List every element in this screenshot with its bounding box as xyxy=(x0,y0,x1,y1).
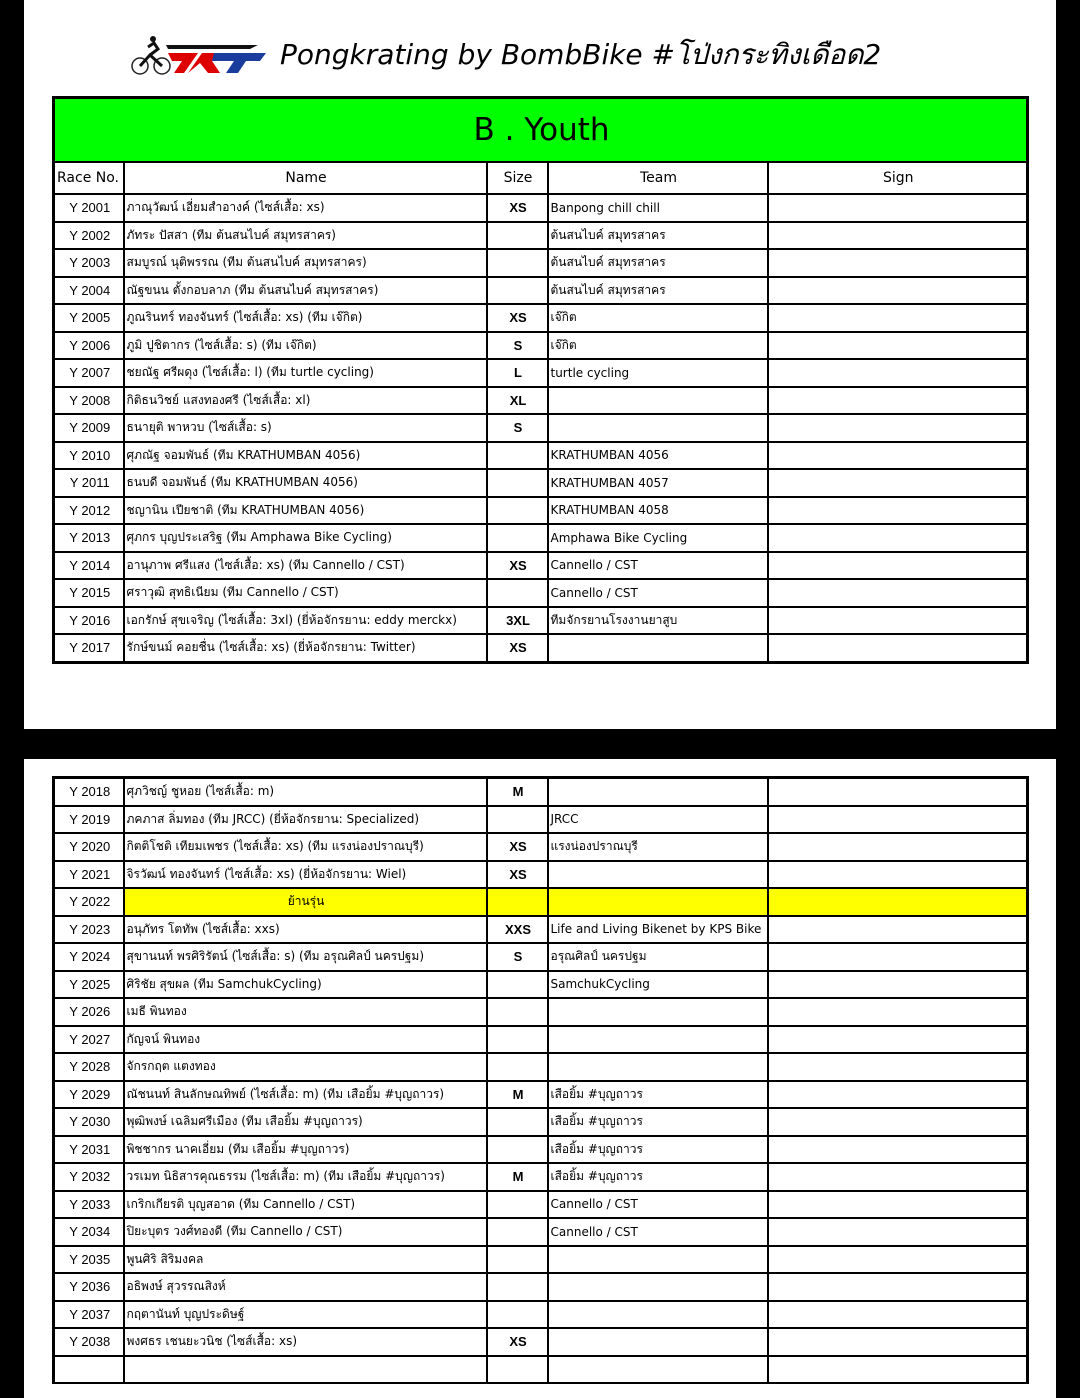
table-row xyxy=(54,1218,1028,1246)
size-cell: 3XL xyxy=(487,607,548,635)
sign-cell[interactable] xyxy=(768,1328,1028,1356)
team-cell: Banpong chill chill xyxy=(548,194,768,222)
name-cell: ปิยะบุตร วงศ์ทองดี (ทีม Cannello / CST) xyxy=(124,1218,487,1246)
team-cell: เสือยิ้ม #บุญถาวร xyxy=(548,1108,768,1136)
name-cell: ภูณรินทร์ ทองจันทร์ (ไซส์เสื้อ: xs) (ทีม เจ๊กิต) xyxy=(124,304,487,332)
name-cell: ศุภณัฐ จอมพันธ์ (ทีม KRATHUMBAN 4056) xyxy=(124,442,487,470)
team-cell: JRCC xyxy=(548,806,768,834)
sign-cell[interactable] xyxy=(768,971,1028,999)
race-no-cell: Y 2035 xyxy=(54,1246,124,1274)
race-no-cell: Y 2023 xyxy=(54,916,124,944)
name-cell: ศุภวิชญ์ ชูหอย (ไซส์เสื้อ: m) xyxy=(124,778,487,806)
name-cell: ย้านรุ่น xyxy=(124,888,487,916)
name-cell: อธิพงษ์ สุวรรณสิงห์ xyxy=(124,1273,487,1301)
table-row xyxy=(54,359,1028,387)
team-cell xyxy=(548,1053,768,1081)
team-cell xyxy=(548,414,768,442)
table-row xyxy=(54,497,1028,525)
sign-cell[interactable] xyxy=(768,277,1028,305)
name-cell: วรเมท นิธิสารคุณธรรม (ไซส์เสื้อ: m) (ทีม เสือยิ้ม #บุญถาวร) xyxy=(124,1163,487,1191)
sheet-header xyxy=(128,30,881,80)
size-cell xyxy=(487,524,548,552)
size-cell xyxy=(487,1191,548,1219)
table-row xyxy=(54,1246,1028,1274)
size-cell xyxy=(487,1053,548,1081)
event-title: Pongkrating by BombBike #โป่งกระทิงเดือด2 xyxy=(280,38,882,71)
team-cell: Cannello / CST xyxy=(548,1218,768,1246)
size-cell xyxy=(487,971,548,999)
table-row xyxy=(54,943,1028,971)
size-cell: S xyxy=(487,943,548,971)
col-size: Size xyxy=(487,162,548,194)
sign-cell[interactable] xyxy=(768,442,1028,470)
size-cell xyxy=(487,1273,548,1301)
sign-cell[interactable] xyxy=(768,387,1028,415)
team-cell: ต้นสนไบค์ สมุทรสาคร xyxy=(548,249,768,277)
size-cell xyxy=(487,888,548,916)
registration-table-continued xyxy=(52,776,1029,1384)
table-row xyxy=(54,888,1028,916)
table-row xyxy=(54,304,1028,332)
sign-cell[interactable] xyxy=(768,916,1028,944)
sign-cell[interactable] xyxy=(768,1108,1028,1136)
size-cell xyxy=(487,1246,548,1274)
team-cell: ต้นสนไบค์ สมุทรสาคร xyxy=(548,277,768,305)
sign-cell[interactable] xyxy=(768,222,1028,250)
race-no-cell: Y 2018 xyxy=(54,778,124,806)
name-cell: กิติธนวิชย์ แสงทองศรี (ไซส์เสื้อ: xl) xyxy=(124,387,487,415)
sign-cell[interactable] xyxy=(768,1191,1028,1219)
name-cell: พงศธร เชนยะวนิช (ไซส์เสื้อ: xs) xyxy=(124,1328,487,1356)
size-cell xyxy=(487,1218,548,1246)
col-name: Name xyxy=(124,162,487,194)
size-cell: XS xyxy=(487,634,548,662)
name-cell: ศิริชัย สุขผล (ทีม SamchukCycling) xyxy=(124,971,487,999)
race-no-cell: Y 2008 xyxy=(54,387,124,415)
name-cell: ศุภกร บุญประเสริฐ (ทีม Amphawa Bike Cycling) xyxy=(124,524,487,552)
race-no-cell: Y 2005 xyxy=(54,304,124,332)
team-cell: เสือยิ้ม #บุญถาวร xyxy=(548,1163,768,1191)
race-no-cell: Y 2002 xyxy=(54,222,124,250)
name-cell: สุขานนท์ พรศิริรัตน์ (ไซส์เสื้อ: s) (ทีม อรุณศิลป์ นครปฐม) xyxy=(124,943,487,971)
name-cell: พูนศิริ สิริมงคล xyxy=(124,1246,487,1274)
size-cell: M xyxy=(487,1163,548,1191)
team-cell: ต้นสนไบค์ สมุทรสาคร xyxy=(548,222,768,250)
table-row xyxy=(54,469,1028,497)
race-no-cell: Y 2016 xyxy=(54,607,124,635)
race-no-cell: Y 2001 xyxy=(54,194,124,222)
table-row-partial xyxy=(54,1356,1028,1384)
name-cell: อนุภัทร โตทัพ (ไซส์เสื้อ: xxs) xyxy=(124,916,487,944)
empty-cell xyxy=(548,1356,768,1384)
race-no-cell: Y 2020 xyxy=(54,833,124,861)
table-row xyxy=(54,1191,1028,1219)
empty-cell xyxy=(768,1356,1028,1384)
team-cell: เจ๊กิต xyxy=(548,304,768,332)
name-cell: ธนายุติ พาหวบ (ไซส์เสื้อ: s) xyxy=(124,414,487,442)
col-sign: Sign xyxy=(768,162,1028,194)
race-no-cell: Y 2013 xyxy=(54,524,124,552)
team-cell: ทีมจักรยานโรงงานยาสูบ xyxy=(548,607,768,635)
col-race-no: Race No. xyxy=(54,162,124,194)
table-row xyxy=(54,1081,1028,1109)
race-no-cell: Y 2033 xyxy=(54,1191,124,1219)
table-row xyxy=(54,607,1028,635)
table-row xyxy=(54,971,1028,999)
name-cell: อานุภาพ ศรีแสง (ไซส์เสื้อ: xs) (ทีม Cannello / CST) xyxy=(124,552,487,580)
size-cell xyxy=(487,249,548,277)
table-row xyxy=(54,414,1028,442)
team-cell: Cannello / CST xyxy=(548,579,768,607)
team-cell xyxy=(548,387,768,415)
sign-cell[interactable] xyxy=(768,1163,1028,1191)
race-no-cell: Y 2017 xyxy=(54,634,124,662)
race-no-cell: Y 2022 xyxy=(54,888,124,916)
table-row xyxy=(54,1108,1028,1136)
size-cell: XS xyxy=(487,552,548,580)
empty-cell xyxy=(487,1356,548,1384)
sheet-page-1 xyxy=(24,0,1056,729)
size-cell xyxy=(487,469,548,497)
size-cell xyxy=(487,806,548,834)
race-no-cell: Y 2004 xyxy=(54,277,124,305)
size-cell: XS xyxy=(487,1328,548,1356)
sheet-page-2 xyxy=(24,759,1056,1398)
table-row xyxy=(54,634,1028,662)
sign-cell[interactable] xyxy=(768,552,1028,580)
sign-cell[interactable] xyxy=(768,1081,1028,1109)
sign-cell[interactable] xyxy=(768,998,1028,1026)
name-cell: กิตติโชติ เทียมเพชร (ไซส์เสื้อ: xs) (ทีม แรงน่องปราณบุรี) xyxy=(124,833,487,861)
name-cell: ชญานิน เปียชาติ (ทีม KRATHUMBAN 4056) xyxy=(124,497,487,525)
team-cell: KRATHUMBAN 4058 xyxy=(548,497,768,525)
name-cell: ศราวุฒิ สุทธิเนียม (ทีม Cannello / CST) xyxy=(124,579,487,607)
category-banner: B . Youth xyxy=(54,98,1028,163)
race-no-cell: Y 2030 xyxy=(54,1108,124,1136)
col-team: Team xyxy=(548,162,768,194)
table-row xyxy=(54,524,1028,552)
table-row xyxy=(54,249,1028,277)
team-cell: KRATHUMBAN 4056 xyxy=(548,442,768,470)
size-cell: XL xyxy=(487,387,548,415)
race-no-cell: Y 2014 xyxy=(54,552,124,580)
sign-cell[interactable] xyxy=(768,332,1028,360)
sign-cell[interactable] xyxy=(768,943,1028,971)
sign-cell[interactable] xyxy=(768,888,1028,916)
name-cell: รักษ์ขนม์ คอยชื่น (ไซส์เสื้อ: xs) (ยี่ห้อจักรยาน: Twitter) xyxy=(124,634,487,662)
size-cell xyxy=(487,1108,548,1136)
team-cell: แรงน่องปราณบุรี xyxy=(548,833,768,861)
empty-cell xyxy=(124,1356,487,1384)
race-no-cell: Y 2010 xyxy=(54,442,124,470)
name-cell: พิชชากร นาคเอี่ยม (ทีม เสือยิ้ม #บุญถาวร) xyxy=(124,1136,487,1164)
sign-cell[interactable] xyxy=(768,579,1028,607)
sign-cell[interactable] xyxy=(768,304,1028,332)
team-cell: เจ๊กิต xyxy=(548,332,768,360)
sign-cell[interactable] xyxy=(768,806,1028,834)
size-cell: M xyxy=(487,1081,548,1109)
team-cell: Cannello / CST xyxy=(548,552,768,580)
team-cell xyxy=(548,1273,768,1301)
size-cell xyxy=(487,998,548,1026)
table-row xyxy=(54,579,1028,607)
name-cell: เมธี พินทอง xyxy=(124,998,487,1026)
team-cell xyxy=(548,1026,768,1054)
race-no-cell: Y 2003 xyxy=(54,249,124,277)
size-cell xyxy=(487,1136,548,1164)
name-cell: ภูมิ ปูชิตากร (ไซส์เสื้อ: s) (ทีม เจ๊กิต) xyxy=(124,332,487,360)
race-no-cell: Y 2012 xyxy=(54,497,124,525)
race-no-cell: Y 2031 xyxy=(54,1136,124,1164)
team-cell xyxy=(548,1301,768,1329)
name-cell: กฤตานันท์ บุญประดิษฐ์ xyxy=(124,1301,487,1329)
size-cell: S xyxy=(487,414,548,442)
table-row xyxy=(54,998,1028,1026)
sign-cell[interactable] xyxy=(768,249,1028,277)
table-row xyxy=(54,778,1028,806)
team-cell: Amphawa Bike Cycling xyxy=(548,524,768,552)
size-cell: XS xyxy=(487,194,548,222)
team-cell xyxy=(548,634,768,662)
sign-cell[interactable] xyxy=(768,634,1028,662)
size-cell xyxy=(487,222,548,250)
sign-cell[interactable] xyxy=(768,497,1028,525)
name-cell: ภคภาส ลิ่มทอง (ทีม JRCC) (ยี่ห้อจักรยาน: Specialized) xyxy=(124,806,487,834)
team-cell xyxy=(548,1246,768,1274)
sign-cell[interactable] xyxy=(768,1246,1028,1274)
size-cell: XS xyxy=(487,833,548,861)
race-no-cell: Y 2037 xyxy=(54,1301,124,1329)
table-row xyxy=(54,277,1028,305)
team-cell: SamchukCycling xyxy=(548,971,768,999)
size-cell: M xyxy=(487,778,548,806)
team-cell: Life and Living Bikenet by KPS Bike xyxy=(548,916,768,944)
empty-cell xyxy=(54,1356,124,1384)
team-cell: เสือยิ้ม #บุญถาวร xyxy=(548,1081,768,1109)
team-cell xyxy=(548,778,768,806)
sign-cell[interactable] xyxy=(768,469,1028,497)
team-cell xyxy=(548,998,768,1026)
size-cell xyxy=(487,497,548,525)
table-row xyxy=(54,1053,1028,1081)
race-no-cell: Y 2019 xyxy=(54,806,124,834)
registration-table xyxy=(52,96,1029,664)
race-no-cell: Y 2006 xyxy=(54,332,124,360)
name-cell: พุฒิพงษ์ เฉลิมศรีเมือง (ทีม เสือยิ้ม #บุญถาวร) xyxy=(124,1108,487,1136)
sign-cell[interactable] xyxy=(768,1136,1028,1164)
race-no-cell: Y 2034 xyxy=(54,1218,124,1246)
table-row xyxy=(54,806,1028,834)
race-no-cell: Y 2021 xyxy=(54,861,124,889)
size-cell xyxy=(487,1026,548,1054)
race-no-cell: Y 2027 xyxy=(54,1026,124,1054)
table-row xyxy=(54,442,1028,470)
table-row xyxy=(54,1328,1028,1356)
name-cell: ชยณัฐ ศรีผดุง (ไซส์เสื้อ: l) (ทีม turtle cycling) xyxy=(124,359,487,387)
race-no-cell: Y 2036 xyxy=(54,1273,124,1301)
table-row xyxy=(54,1301,1028,1329)
name-cell: ภัทระ ปัสสา (ทีม ต้นสนไบค์ สมุทรสาคร) xyxy=(124,222,487,250)
table-row xyxy=(54,1136,1028,1164)
table-row xyxy=(54,194,1028,222)
name-cell: ณัฐขนน ตั้งกอบลาภ (ทีม ต้นสนไบค์ สมุทรสาคร) xyxy=(124,277,487,305)
race-no-cell: Y 2011 xyxy=(54,469,124,497)
race-no-cell: Y 2038 xyxy=(54,1328,124,1356)
race-no-cell: Y 2026 xyxy=(54,998,124,1026)
race-no-cell: Y 2015 xyxy=(54,579,124,607)
sign-cell[interactable] xyxy=(768,524,1028,552)
team-cell: เสือยิ้ม #บุญถาวร xyxy=(548,1136,768,1164)
sign-cell[interactable] xyxy=(768,414,1028,442)
team-cell: Cannello / CST xyxy=(548,1191,768,1219)
size-cell xyxy=(487,277,548,305)
team-cell: turtle cycling xyxy=(548,359,768,387)
table-row xyxy=(54,1163,1028,1191)
sign-cell[interactable] xyxy=(768,194,1028,222)
name-cell: จักรกฤต แตงทอง xyxy=(124,1053,487,1081)
size-cell xyxy=(487,442,548,470)
team-cell: KRATHUMBAN 4057 xyxy=(548,469,768,497)
race-no-cell: Y 2009 xyxy=(54,414,124,442)
name-cell: เอกรักษ์ สุขเจริญ (ไซส์เสื้อ: 3xl) (ยี่ห้อจักรยาน: eddy merckx) xyxy=(124,607,487,635)
race-no-cell: Y 2028 xyxy=(54,1053,124,1081)
size-cell: XS xyxy=(487,304,548,332)
team-cell: อรุณศิลป์ นครปฐม xyxy=(548,943,768,971)
sign-cell[interactable] xyxy=(768,1053,1028,1081)
race-no-cell: Y 2007 xyxy=(54,359,124,387)
sign-cell[interactable] xyxy=(768,1301,1028,1329)
name-cell: ณัชนนท์ สินลักษณทิพย์ (ไซส์เสื้อ: m) (ทีม เสือยิ้ม #บุญถาวร) xyxy=(124,1081,487,1109)
race-no-cell: Y 2024 xyxy=(54,943,124,971)
team-cell xyxy=(548,1328,768,1356)
table-row xyxy=(54,552,1028,580)
name-cell: จิรวัฒน์ ทองจันทร์ (ไซส์เสื้อ: xs) (ยี่ห้อจักรยาน: Wiel) xyxy=(124,861,487,889)
name-cell: ธนบดี จอมพันธ์ (ทีม KRATHUMBAN 4056) xyxy=(124,469,487,497)
table-row xyxy=(54,1273,1028,1301)
team-cell xyxy=(548,888,768,916)
table-row xyxy=(54,1026,1028,1054)
size-cell: L xyxy=(487,359,548,387)
race-no-cell: Y 2032 xyxy=(54,1163,124,1191)
table-row xyxy=(54,861,1028,889)
lrt-logo xyxy=(128,33,268,77)
sign-cell[interactable] xyxy=(768,607,1028,635)
sign-cell[interactable] xyxy=(768,778,1028,806)
size-cell xyxy=(487,1301,548,1329)
size-cell xyxy=(487,579,548,607)
table-row xyxy=(54,833,1028,861)
sign-cell[interactable] xyxy=(768,1273,1028,1301)
size-cell: XS xyxy=(487,861,548,889)
race-no-cell: Y 2025 xyxy=(54,971,124,999)
race-no-cell: Y 2029 xyxy=(54,1081,124,1109)
name-cell: กัญจน์ พินทอง xyxy=(124,1026,487,1054)
sign-cell[interactable] xyxy=(768,1218,1028,1246)
sign-cell[interactable] xyxy=(768,861,1028,889)
name-cell: เกริกเกียรติ บุญสอาด (ทีม Cannello / CST) xyxy=(124,1191,487,1219)
name-cell: ภาณุวัฒน์ เอี่ยมสำอางค์ (ไซส์เสื้อ: xs) xyxy=(124,194,487,222)
name-cell: สมบูรณ์ นุติพรรณ (ทีม ต้นสนไบค์ สมุทรสาคร) xyxy=(124,249,487,277)
table-row xyxy=(54,332,1028,360)
sign-cell[interactable] xyxy=(768,359,1028,387)
table-row xyxy=(54,222,1028,250)
size-cell: XXS xyxy=(487,916,548,944)
table-row xyxy=(54,387,1028,415)
table-row xyxy=(54,916,1028,944)
sign-cell[interactable] xyxy=(768,1026,1028,1054)
size-cell: S xyxy=(487,332,548,360)
sign-cell[interactable] xyxy=(768,833,1028,861)
team-cell xyxy=(548,861,768,889)
